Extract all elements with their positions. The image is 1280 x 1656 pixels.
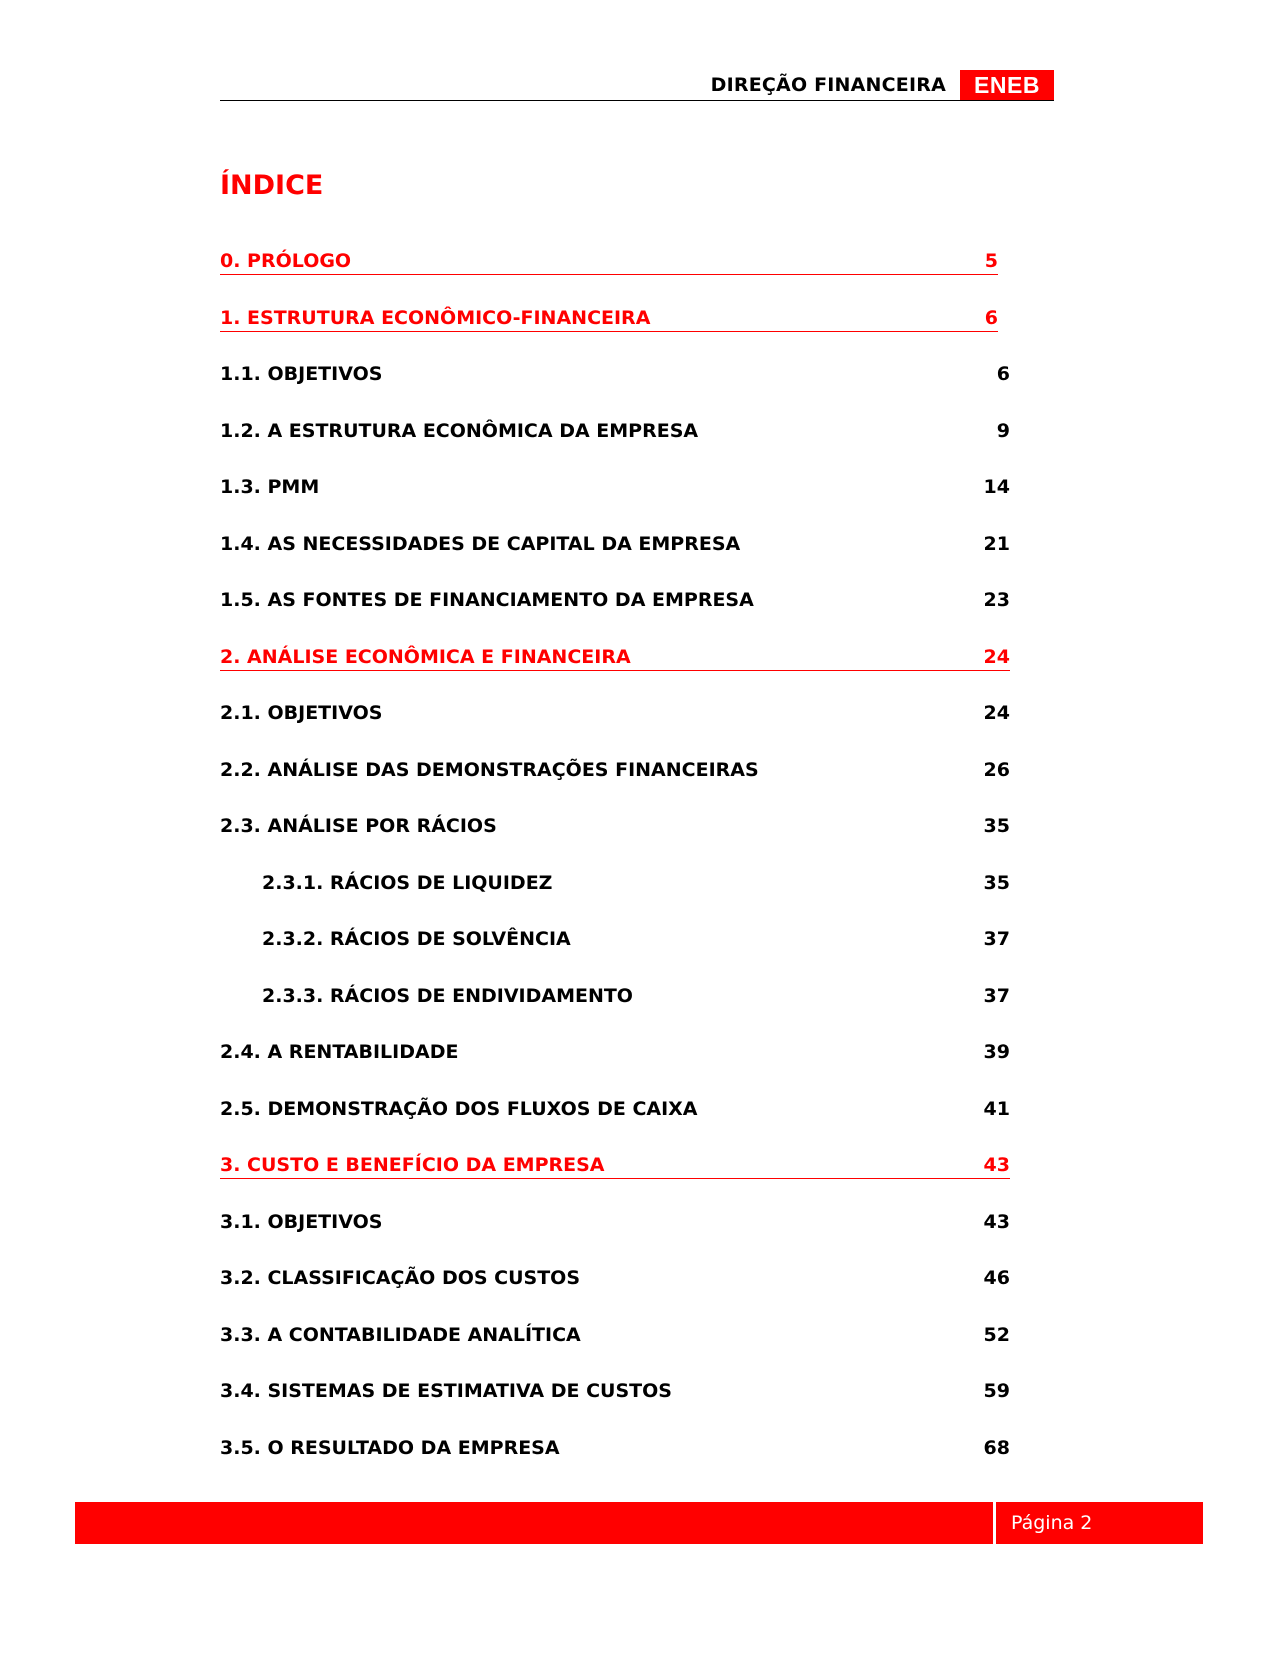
toc-entry-label: 3.2. CLASSIFICAÇÃO DOS CUSTOS	[220, 1267, 581, 1289]
toc-entry-2-3-2[interactable]	[220, 926, 1010, 952]
toc-entry-label: 1.1. OBJETIVOS	[220, 363, 383, 385]
toc-entry-label: 3.4. SISTEMAS DE ESTIMATIVA DE CUSTOS	[220, 1380, 672, 1402]
toc-entry-2-2[interactable]	[220, 757, 1010, 783]
toc-entry-label: 1. ESTRUTURA ECONÔMICO-FINANCEIRA	[220, 307, 651, 329]
toc-entry-page: 68	[983, 1437, 1010, 1459]
toc-entry-3-3[interactable]	[220, 1322, 1010, 1348]
toc-entry-label: 3. CUSTO E BENEFÍCIO DA EMPRESA	[220, 1154, 605, 1176]
toc-entry-page: 43	[983, 1211, 1010, 1233]
toc-entry-page: 41	[983, 1098, 1010, 1120]
toc-entry-chapter-1[interactable]	[220, 305, 998, 332]
toc-entry-page: 52	[983, 1324, 1010, 1346]
toc-entry-2-3-3[interactable]	[220, 983, 1010, 1009]
toc-entry-page: 6	[984, 307, 998, 329]
toc-entry-label: 2.2. ANÁLISE DAS DEMONSTRAÇÕES FINANCEIRAS	[220, 759, 759, 781]
toc-entry-label: 2. ANÁLISE ECONÔMICA E FINANCEIRA	[220, 646, 631, 668]
toc-entry-2-1[interactable]	[220, 700, 1010, 726]
toc-entry-label: 2.1. OBJETIVOS	[220, 702, 383, 724]
toc-entry-1-5[interactable]	[220, 587, 1010, 613]
toc-title: ÍNDICE	[220, 170, 324, 201]
page-number: Página 2	[1011, 1512, 1093, 1534]
toc-entry-label: 2.5. DEMONSTRAÇÃO DOS FLUXOS DE CAIXA	[220, 1098, 698, 1120]
toc-entry-2-3-1[interactable]	[220, 870, 1010, 896]
footer-bar	[75, 1502, 993, 1544]
header-title: DIREÇÃO FINANCEIRA	[710, 74, 946, 96]
toc-entry-page: 37	[983, 985, 1010, 1007]
toc-entry-page: 46	[983, 1267, 1010, 1289]
page-header	[220, 70, 1054, 101]
toc-entry-label: 1.4. AS NECESSIDADES DE CAPITAL DA EMPRESA	[220, 533, 741, 555]
toc-entry-chapter-2[interactable]	[220, 644, 1010, 671]
toc-entry-2-4[interactable]	[220, 1039, 1010, 1065]
toc-entry-label: 2.3. ANÁLISE POR RÁCIOS	[220, 815, 497, 837]
toc-entry-label: 2.3.3. RÁCIOS DE ENDIVIDAMENTO	[262, 985, 633, 1007]
toc-entry-page: 14	[983, 476, 1010, 498]
toc-entry-label: 1.5. AS FONTES DE FINANCIAMENTO DA EMPRESA	[220, 589, 754, 611]
toc-entry-page: 43	[983, 1154, 1010, 1176]
toc-entry-page: 59	[983, 1380, 1010, 1402]
toc-entry-chapter-3[interactable]	[220, 1152, 1010, 1179]
toc-entry-label: 2.4. A RENTABILIDADE	[220, 1041, 459, 1063]
toc-entry-3-2[interactable]	[220, 1265, 1010, 1291]
toc-entry-3-1[interactable]	[220, 1209, 1010, 1235]
toc-entry-1-2[interactable]	[220, 418, 1010, 444]
toc-entry-label: 1.3. PMM	[220, 476, 320, 498]
toc-entry-label: 2.3.1. RÁCIOS DE LIQUIDEZ	[262, 872, 553, 894]
toc-entry-1-4[interactable]	[220, 531, 1010, 557]
toc-entry-2-5[interactable]	[220, 1096, 1010, 1122]
toc-entry-label: 2.3.2. RÁCIOS DE SOLVÊNCIA	[262, 928, 571, 950]
toc-entry-label: 3.1. OBJETIVOS	[220, 1211, 383, 1233]
toc-entry-page: 24	[983, 646, 1010, 668]
toc-entry-page: 5	[984, 250, 998, 272]
toc-entry-1-3[interactable]	[220, 474, 1010, 500]
toc-entry-chapter-0[interactable]	[220, 248, 998, 275]
toc-entry-page: 23	[983, 589, 1010, 611]
toc-entry-page: 9	[996, 420, 1010, 442]
toc-entry-page: 35	[983, 872, 1010, 894]
toc-entry-1-1[interactable]	[220, 361, 1010, 387]
footer-page-box	[996, 1502, 1203, 1544]
toc-entry-page: 24	[983, 702, 1010, 724]
toc-entry-page: 26	[983, 759, 1010, 781]
toc-entry-label: 3.3. A CONTABILIDADE ANALÍTICA	[220, 1324, 581, 1346]
toc-entry-page: 37	[983, 928, 1010, 950]
toc-entry-page: 6	[996, 363, 1010, 385]
toc-entry-label: 0. PRÓLOGO	[220, 250, 352, 272]
toc-entry-3-4[interactable]	[220, 1378, 1010, 1404]
eneb-logo: ENEB	[960, 70, 1054, 100]
toc-entry-page: 21	[983, 533, 1010, 555]
toc-entry-3-5[interactable]	[220, 1435, 1010, 1461]
toc-entry-page: 35	[983, 815, 1010, 837]
toc-entry-label: 1.2. A ESTRUTURA ECONÔMICA DA EMPRESA	[220, 420, 699, 442]
toc-entry-2-3[interactable]	[220, 813, 1010, 839]
toc-entry-page: 39	[983, 1041, 1010, 1063]
toc-entry-label: 3.5. O RESULTADO DA EMPRESA	[220, 1437, 560, 1459]
